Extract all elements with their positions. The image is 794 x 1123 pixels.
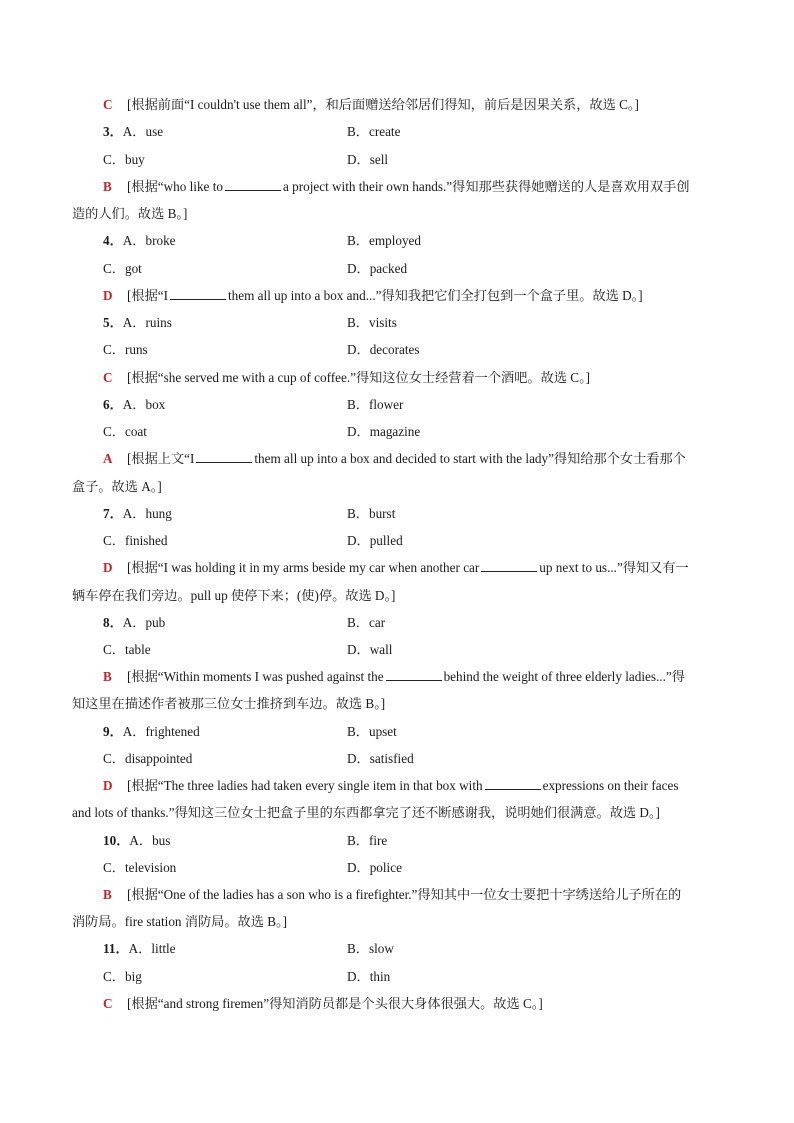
answer-letter: B — [103, 179, 112, 194]
option-d: D．packed — [347, 261, 408, 276]
explanation-text: [根据“I — [127, 288, 169, 303]
option-b: B．flower — [347, 397, 404, 412]
option-line — [103, 614, 165, 632]
explanation-text: up next to us...”得知又有一 — [539, 560, 689, 575]
option-a: A．hung — [122, 506, 172, 521]
option-line — [103, 505, 172, 523]
option-b: B．upset — [347, 724, 397, 739]
explanation-text: [根据“The three ladies had taken every single item in that box with — [127, 778, 483, 793]
question-number: 3． — [103, 124, 123, 139]
explanation-text: [根据“she served me with a cup of coffee.”得知这位女士经营着一个酒吧。故选 C。] — [127, 370, 591, 385]
answer-line-11 — [103, 995, 543, 1013]
explanation-text: them all up into a box and decided to start with the lady”得知给那个女士看那个 — [254, 451, 686, 466]
blank-line — [196, 450, 252, 463]
explanation-continuation: and lots of thanks.”得知这三位女士把盒子里的东西都拿完了还不断感谢我，说明她们很满意。故选 D。] — [72, 805, 660, 820]
answer-letter: D — [103, 560, 113, 575]
option-c: C．television — [103, 860, 177, 875]
option-d: D．police — [347, 860, 402, 875]
option-a: A．ruins — [122, 315, 172, 330]
answer-line-4 — [103, 287, 643, 305]
question-number: 11． — [103, 941, 129, 956]
option-d: D．satisfied — [347, 751, 414, 766]
option-line — [103, 314, 172, 332]
answer-letter: A — [103, 451, 113, 466]
question-number: 10． — [103, 833, 130, 848]
option-b: B．fire — [347, 833, 388, 848]
option-b: B．car — [347, 615, 386, 630]
answer-line-10 — [103, 886, 681, 904]
option-c: C．buy — [103, 152, 145, 167]
explanation-continuation: 辆车停在我们旁边。pull up 使停下来；(使)停。故选 D。] — [72, 588, 396, 603]
explanation-text: [根据“I was holding it in my arms beside my car when another car — [127, 560, 480, 575]
question-number: 9． — [103, 724, 123, 739]
option-c: C．got — [103, 261, 142, 276]
blank-line — [485, 777, 541, 790]
option-c: C．disappointed — [103, 751, 193, 766]
explanation-text: expressions on their faces — [542, 778, 679, 793]
option-a: A．little — [128, 941, 176, 956]
option-c: C．finished — [103, 533, 168, 548]
option-d: D．magazine — [347, 424, 421, 439]
answer-line-5 — [103, 369, 590, 387]
option-d: D．thin — [347, 969, 391, 984]
option-b: B．employed — [347, 233, 421, 248]
option-a: A．pub — [122, 615, 166, 630]
option-a: A．bus — [129, 833, 171, 848]
option-c: C．big — [103, 969, 142, 984]
explanation-continuation: 知这里在描述作者被那三位女士推挤到车边。故选 B。] — [72, 696, 386, 711]
explanation-text: them all up into a box and...”得知我把它们全打包到一个盒子里。故选 D。] — [228, 288, 643, 303]
blank-line — [225, 178, 281, 191]
option-line — [103, 723, 200, 741]
explanation-text: [根据“and strong firemen”得知消防员都是个头很大身体很强大。故选 C。] — [127, 996, 543, 1011]
option-c: C．table — [103, 642, 151, 657]
option-d: D．wall — [347, 642, 393, 657]
question-number: 6． — [103, 397, 123, 412]
explanation-continuation: 消防局。fire station 消防局。故选 B。] — [72, 914, 288, 929]
explanation-text: a project with their own hands.”得知那些获得她赠送的人是喜欢用双手创 — [282, 179, 690, 194]
answer-line-2 — [103, 96, 639, 114]
explanation-continuation: 造的人们。故选 B。] — [72, 206, 188, 221]
option-a: A．frightened — [122, 724, 200, 739]
option-d: D．decorates — [347, 342, 420, 357]
explanation-text: [根据“Within moments I was pushed against the — [127, 669, 384, 684]
explanation-text: [根据前面“I couldn't use them all”，和后面赠送给邻居们得知，前后是因果关系，故选 C。] — [127, 97, 639, 112]
explanation-text: [根据“who like to — [127, 179, 223, 194]
option-a: A．box — [122, 397, 166, 412]
option-c: C．runs — [103, 342, 148, 357]
answer-letter: B — [103, 887, 112, 902]
option-b: B．visits — [347, 315, 397, 330]
question-number: 5． — [103, 315, 123, 330]
option-b: B．slow — [347, 941, 394, 956]
option-c: C．coat — [103, 424, 147, 439]
option-line — [103, 396, 165, 414]
answer-line-8 — [103, 668, 685, 686]
answer-letter: C — [103, 370, 113, 385]
answer-line-7 — [103, 559, 689, 577]
option-line — [103, 123, 163, 141]
answer-letter: D — [103, 288, 113, 303]
explanation-continuation: 盒子。故选 A。] — [72, 479, 162, 494]
question-number: 4． — [103, 233, 123, 248]
option-b: B．create — [347, 124, 401, 139]
question-number: 8． — [103, 615, 123, 630]
explanation-text: behind the weight of three elderly ladies...”得 — [443, 669, 685, 684]
answer-letter: C — [103, 97, 113, 112]
option-b: B．burst — [347, 506, 396, 521]
answer-letter: C — [103, 996, 113, 1011]
option-line — [103, 232, 176, 250]
option-d: D．pulled — [347, 533, 403, 548]
option-d: D．sell — [347, 152, 389, 167]
blank-line — [170, 287, 226, 300]
explanation-text: [根据上文“I — [127, 451, 195, 466]
answer-line-6 — [103, 450, 686, 468]
explanation-text: [根据“One of the ladies has a son who is a firefighter.”得知其中一位女士要把十字绣送给儿子所在的 — [127, 887, 682, 902]
question-number: 7． — [103, 506, 123, 521]
blank-line — [481, 559, 537, 572]
answer-letter: B — [103, 669, 112, 684]
answer-line-3 — [103, 178, 690, 196]
answer-letter: D — [103, 778, 113, 793]
option-line — [103, 832, 170, 850]
option-a: A．use — [122, 124, 164, 139]
answer-line-9 — [103, 777, 678, 795]
blank-line — [386, 668, 442, 681]
option-a: A．broke — [122, 233, 176, 248]
option-line — [103, 940, 176, 958]
